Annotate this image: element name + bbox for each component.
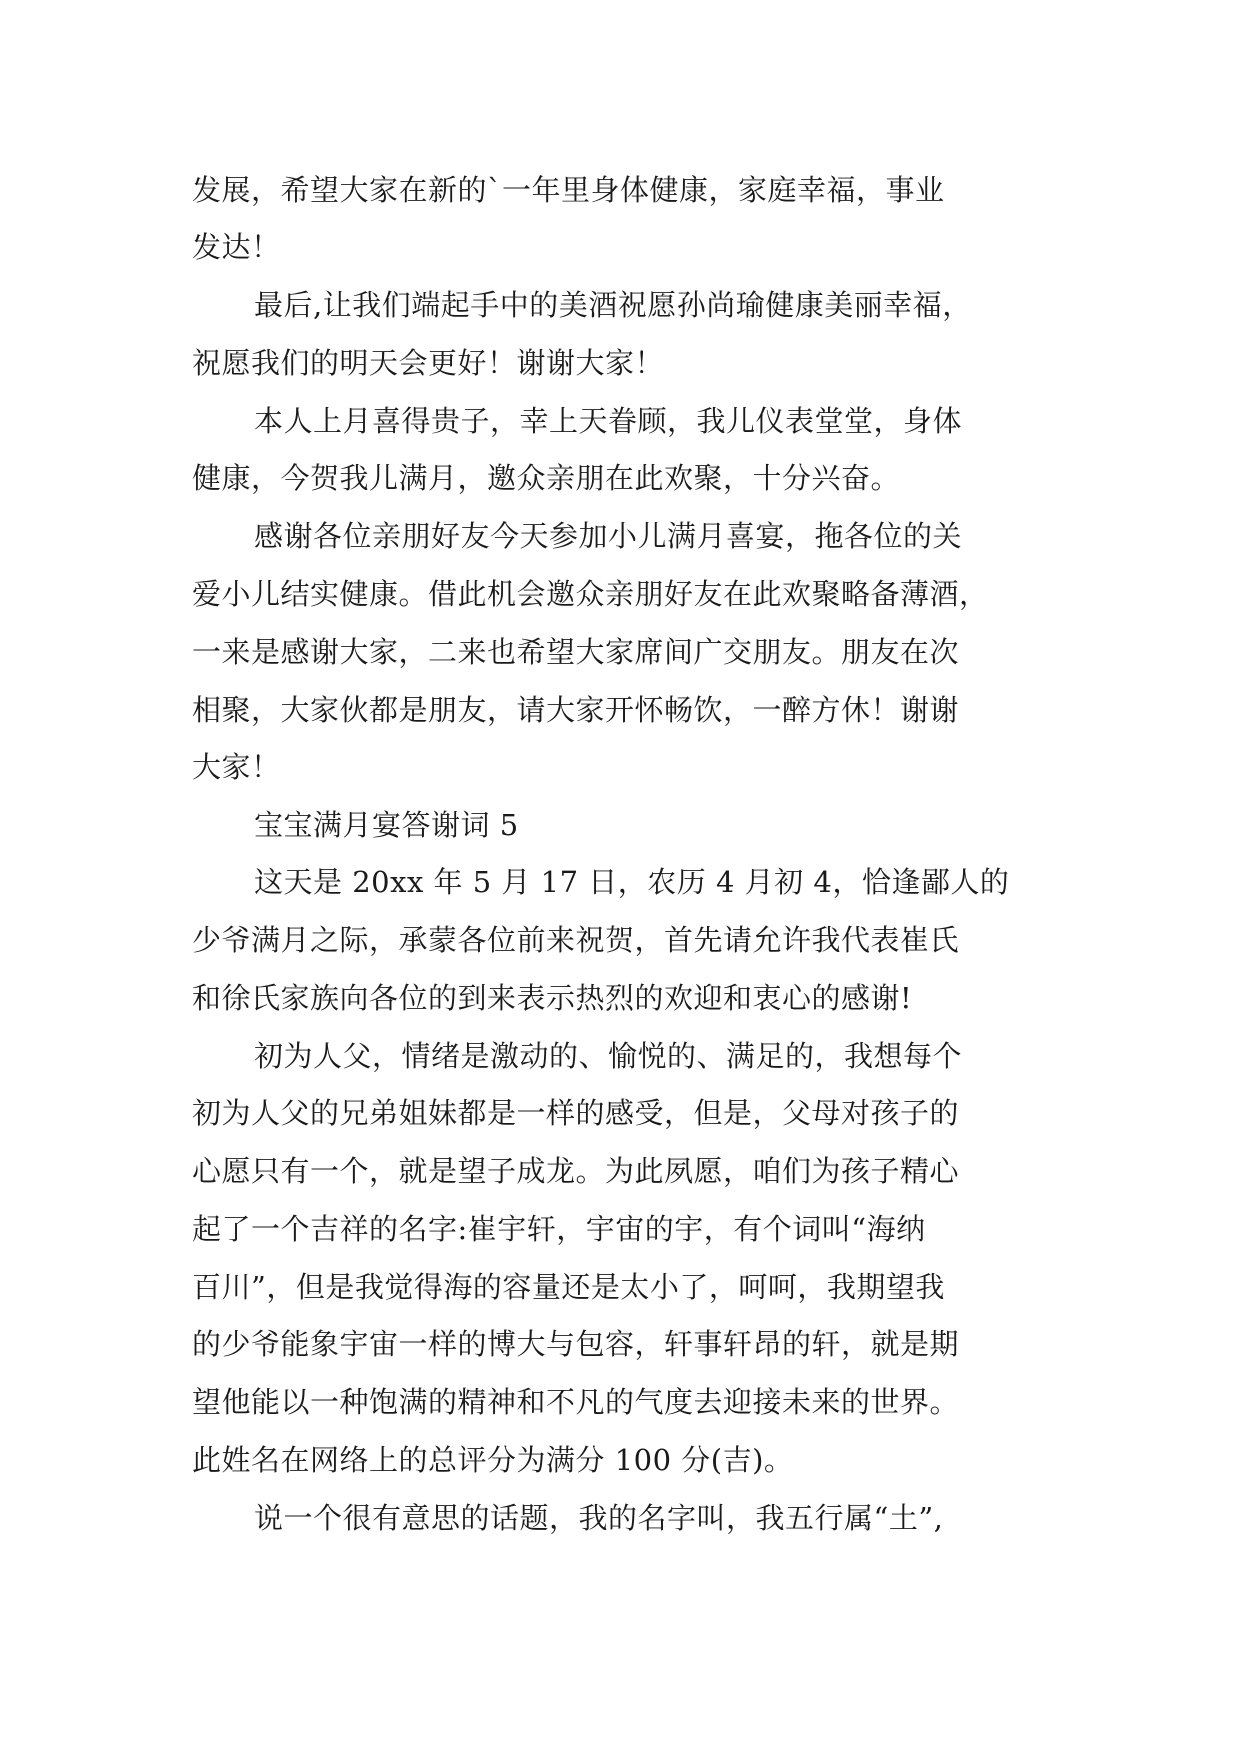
text-line: 发展，希望大家在新的`一年里身体健康，家庭幸福，事业 bbox=[192, 173, 945, 207]
paragraph-start-line: 本人上月喜得贵子，幸上天眷顾，我儿仪表堂堂，身体 bbox=[254, 404, 963, 438]
text-line: 相聚，大家伙都是朋友，请大家开怀畅饮，一醉方休！谢谢 bbox=[192, 693, 960, 727]
paragraph-start-line: 初为人父，情绪是激动的、愉悦的、满足的，我想每个 bbox=[254, 1039, 963, 1073]
text-line: 初为人父的兄弟姐妹都是一样的感受，但是，父母对孩子的 bbox=[192, 1096, 960, 1130]
text-line: 发达！ bbox=[192, 230, 281, 264]
text-line: 一来是感谢大家，二来也希望大家席间广交朋友。朋友在次 bbox=[192, 635, 960, 669]
paragraph-start-line: 感谢各位亲朋好友今天参加小儿满月喜宴，拖各位的关 bbox=[254, 519, 963, 553]
text-line: 起了一个吉祥的名字:崔宇轩，宇宙的宇，有个词叫“海纳 bbox=[192, 1212, 926, 1246]
text-line: 望他能以一种饱满的精神和不凡的气度去迎接未来的世界。 bbox=[192, 1385, 960, 1419]
text-line: 少爷满月之际，承蒙各位前来祝贺，首先请允许我代表崔氏 bbox=[192, 923, 960, 957]
paragraph-start-line: 最后,让我们端起手中的美酒祝愿孙尚瑜健康美丽幸福， bbox=[254, 288, 972, 322]
text-line: 爱小儿结实健康。借此机会邀众亲朋好友在此欢聚略备薄酒， bbox=[192, 577, 989, 611]
paragraph-start-line: 这天是 20xx 年 5 月 17 日，农历 4 月初 4，恰逢鄙人的 bbox=[254, 865, 1010, 899]
text-line: 祝愿我们的明天会更好！谢谢大家！ bbox=[192, 346, 665, 380]
paragraph-start-line: 说一个很有意思的话题，我的名字叫，我五行属“土”, bbox=[254, 1501, 944, 1535]
text-line: 百川”，但是我觉得海的容量还是太小了，呵呵，我期望我 bbox=[192, 1270, 945, 1304]
text-line: 大家！ bbox=[192, 750, 281, 784]
text-line: 的少爷能象宇宙一样的博大与包容，轩事轩昂的轩，就是期 bbox=[192, 1327, 960, 1361]
text-line: 和徐氏家族向各位的到来表示热烈的欢迎和衷心的感谢! bbox=[192, 981, 913, 1015]
text-line: 心愿只有一个，就是望子成龙。为此夙愿，咱们为孩子精心 bbox=[192, 1154, 960, 1188]
section-heading: 宝宝满月宴答谢词 5 bbox=[254, 808, 519, 842]
text-line: 健康，今贺我儿满月，邀众亲朋在此欢聚，十分兴奋。 bbox=[192, 461, 901, 495]
text-line: 此姓名在网络上的总评分为满分 100 分(吉)。 bbox=[192, 1443, 794, 1477]
